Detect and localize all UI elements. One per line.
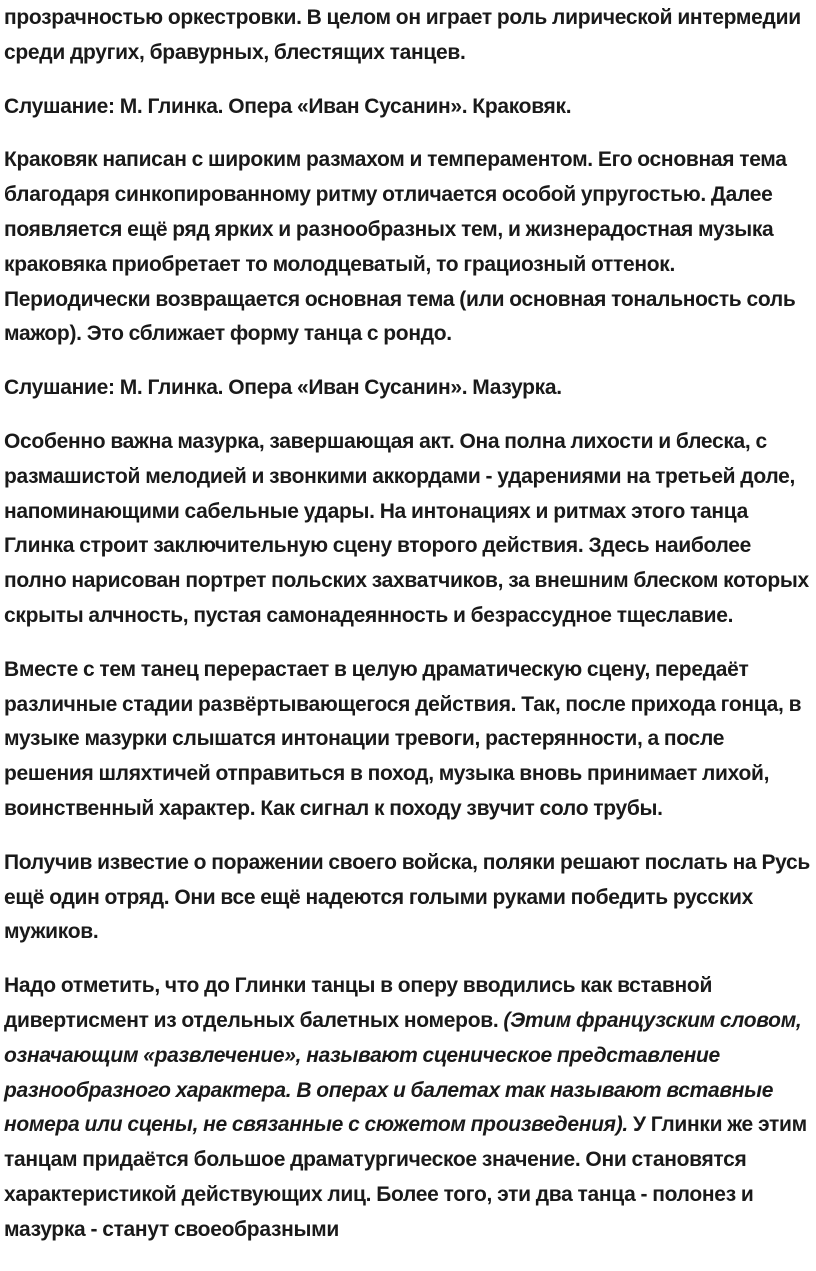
divertissement-text-start: Надо отметить, что до Глинки танцы в оперу вводились как вставной дивертисмент из отдельных балетных номеров. bbox=[4, 974, 713, 1032]
paragraph-dramatic-scene: Вместе с тем танец перерастает в целую драматическую сцену, передаёт различные стадии развёртывающегося действия. Так, после прихода гонца, в музыке мазурки слышатся интонации тревоги, растерянности, а после решения шляхтичей отправиться в поход, музыка вновь принимает лихой, воинственный характер. Как сигнал к походу звучит соло трубы. bbox=[4, 657, 802, 820]
paragraph-mazurka: Особенно важна мазурка, завершающая акт. Она полна лихости и блеска, с размашистой мелодией и звонкими аккордами - ударениями на третьей доле, напоминающими сабельные удары. На интонациях и ритмах этого танца Глинка строит заключительную сцену второго действия. Здесь наиболее полно нарисован портрет польских захватчиков, за внешним блеском которых скрыты алчность, пустая самонадеянность и безрассудное тщеславие. bbox=[4, 429, 809, 627]
divertissement-definition: (Этим французским словом, означающим «развлечение», называют сценическое представление разнообразного характера. В операх и балетах так называют вставные номера или сцены, не связанные с сюжетом произведения). bbox=[4, 1008, 802, 1137]
divertissement-text-end: У Глинки же этим танцам придаётся большое драматургическое значение. Они становятся характеристикой действующих лиц. Более того, эти два танца - полонез и мазурка - станут своеобразными bbox=[4, 1113, 807, 1241]
paragraph-polonaise-end: прозрачностью оркестровки. В целом он играет роль лирической интермедии среди других, бравурных, блестящих танцев. bbox=[4, 6, 801, 64]
paragraph-krakowiak: Краковяк написан с широким размахом и темпераментом. Его основная тема благодаря синкопированному ритму отличается особой упругостью. Далее появляется ещё ряд ярких и разнообразных тем, и жизнерадостная музыка краковяка приобретает то молодцеватый, то грациозный оттенок. Периодически возвращается основная тема (или основная тональность соль мажор). Это сближает форму танца с рондо. bbox=[4, 148, 796, 346]
paragraph-divertissement bbox=[4, 969, 810, 1247]
listening-mazurka-heading: Слушание: М. Глинка. Опера «Иван Сусанин». Мазурка. bbox=[4, 376, 562, 400]
listening-krakowiak-heading: Слушание: М. Глинка. Опера «Иван Сусанин». Краковяк. bbox=[4, 94, 572, 118]
paragraph-polish-defeat: Получив известие о поражении своего войска, поляки решают послать на Русь ещё один отряд. Они все ещё надеются голыми руками победить русских мужиков. bbox=[4, 850, 810, 944]
